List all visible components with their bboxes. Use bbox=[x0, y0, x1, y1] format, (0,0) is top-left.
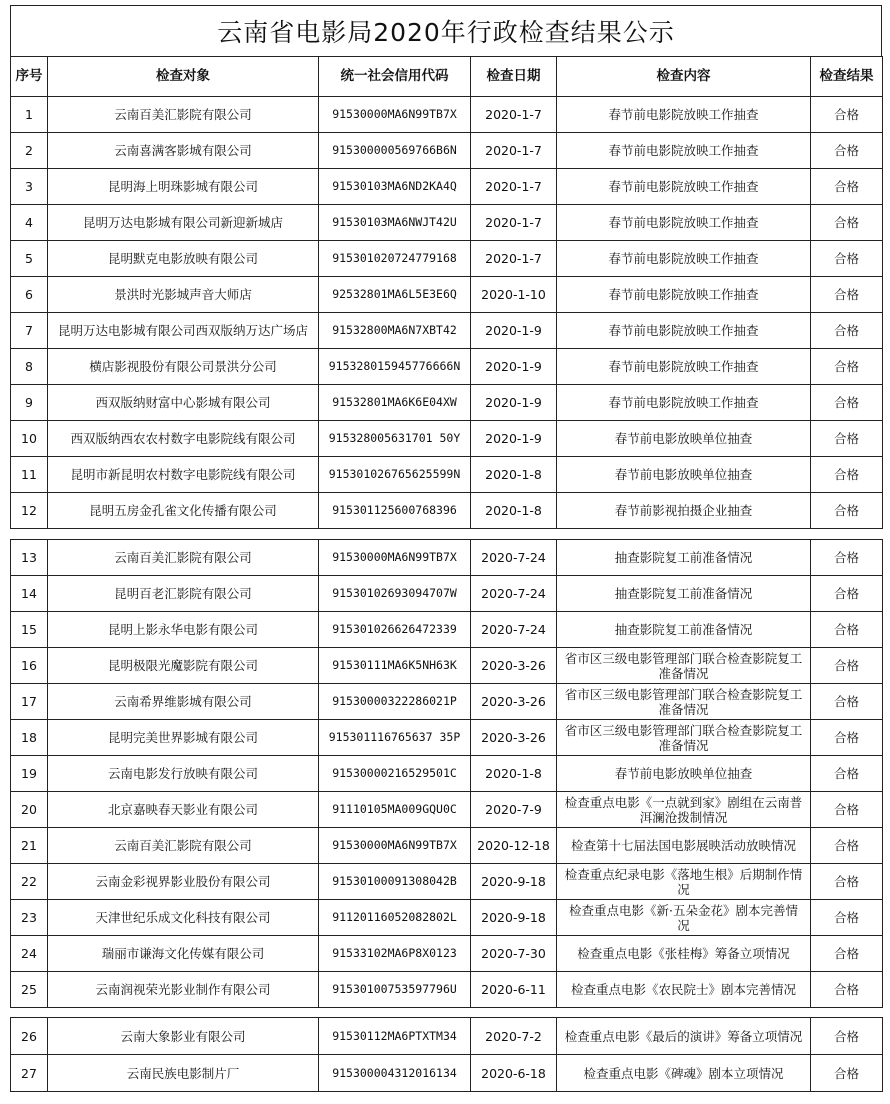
content-cell: 春节前电影院放映工作抽查 bbox=[557, 169, 811, 205]
table-row bbox=[11, 792, 883, 828]
result-cell: 合格 bbox=[811, 133, 883, 169]
table-row bbox=[11, 133, 883, 169]
date-cell: 2020-1-9 bbox=[471, 313, 557, 349]
subject-cell: 云南润视荣光影业制作有限公司 bbox=[48, 972, 319, 1008]
content-cell: 抽查影院复工前准备情况 bbox=[557, 576, 811, 612]
table-row bbox=[11, 864, 883, 900]
date-cell: 2020-1-8 bbox=[471, 457, 557, 493]
serial-cell: 27 bbox=[11, 1055, 48, 1092]
serial-cell: 24 bbox=[11, 936, 48, 972]
table-row bbox=[11, 756, 883, 792]
table-row bbox=[11, 241, 883, 277]
serial-cell: 9 bbox=[11, 385, 48, 421]
table-row bbox=[11, 1018, 883, 1055]
credit-code-cell: 915300000569766B6N bbox=[319, 133, 471, 169]
subject-cell: 横店影视股份有限公司景洪分公司 bbox=[48, 349, 319, 385]
date-cell: 2020-12-18 bbox=[471, 828, 557, 864]
content-cell: 省市区三级电影管理部门联合检查影院复工准备情况 bbox=[557, 720, 811, 756]
table-row bbox=[11, 972, 883, 1008]
table-row bbox=[11, 684, 883, 720]
content-cell: 检查重点电影《碑魂》剧本立项情况 bbox=[557, 1055, 811, 1092]
date-cell: 2020-1-9 bbox=[471, 385, 557, 421]
subject-cell: 天津世纪乐成文化科技有限公司 bbox=[48, 900, 319, 936]
content-cell: 检查重点电影《张桂梅》筹备立项情况 bbox=[557, 936, 811, 972]
content-cell: 春节前电影院放映工作抽查 bbox=[557, 277, 811, 313]
serial-cell: 25 bbox=[11, 972, 48, 1008]
content-cell: 抽查影院复工前准备情况 bbox=[557, 612, 811, 648]
credit-code-cell: 915328015945776666N bbox=[319, 349, 471, 385]
result-cell: 合格 bbox=[811, 457, 883, 493]
result-cell: 合格 bbox=[811, 684, 883, 720]
table-row bbox=[11, 828, 883, 864]
serial-cell: 6 bbox=[11, 277, 48, 313]
table-row bbox=[11, 493, 883, 529]
credit-code-cell: 91530111MA6K5NH63K bbox=[319, 648, 471, 684]
date-cell: 2020-1-8 bbox=[471, 493, 557, 529]
date-cell: 2020-7-2 bbox=[471, 1018, 557, 1055]
result-cell: 合格 bbox=[811, 349, 883, 385]
serial-cell: 13 bbox=[11, 540, 48, 576]
result-cell: 合格 bbox=[811, 828, 883, 864]
result-cell: 合格 bbox=[811, 972, 883, 1008]
serial-cell: 14 bbox=[11, 576, 48, 612]
table-row bbox=[11, 1055, 883, 1092]
subject-cell: 云南金彩视界影业股份有限公司 bbox=[48, 864, 319, 900]
result-cell: 合格 bbox=[811, 1055, 883, 1092]
date-cell: 2020-1-8 bbox=[471, 756, 557, 792]
subject-cell: 云南电影发行放映有限公司 bbox=[48, 756, 319, 792]
result-cell: 合格 bbox=[811, 493, 883, 529]
serial-cell: 23 bbox=[11, 900, 48, 936]
date-cell: 2020-7-30 bbox=[471, 936, 557, 972]
subject-cell: 景洪时光影城声音大师店 bbox=[48, 277, 319, 313]
credit-code-cell: 91530000MA6N99TB7X bbox=[319, 828, 471, 864]
credit-code-cell: 91530112MA6PTXTM34 bbox=[319, 1018, 471, 1055]
content-cell: 省市区三级电影管理部门联合检查影院复工准备情况 bbox=[557, 684, 811, 720]
content-cell: 检查第十七届法国电影展映活动放映情况 bbox=[557, 828, 811, 864]
subject-cell: 云南百美汇影院有限公司 bbox=[48, 540, 319, 576]
header-content: 检查内容 bbox=[557, 57, 811, 97]
inspection-table-part-2 bbox=[10, 539, 883, 1008]
date-cell: 2020-3-26 bbox=[471, 684, 557, 720]
subject-cell: 云南民族电影制片厂 bbox=[48, 1055, 319, 1092]
credit-code-cell: 915328005631701 50Y bbox=[319, 421, 471, 457]
credit-code-cell: 91532801MA6K6E04XW bbox=[319, 385, 471, 421]
result-cell: 合格 bbox=[811, 792, 883, 828]
result-cell: 合格 bbox=[811, 241, 883, 277]
table-row bbox=[11, 385, 883, 421]
date-cell: 2020-1-7 bbox=[471, 205, 557, 241]
subject-cell: 西双版纳西农农村数字电影院线有限公司 bbox=[48, 421, 319, 457]
credit-code-cell: 91110105MA009GQU0C bbox=[319, 792, 471, 828]
date-cell: 2020-6-11 bbox=[471, 972, 557, 1008]
table-row bbox=[11, 169, 883, 205]
subject-cell: 西双版纳财富中心影城有限公司 bbox=[48, 385, 319, 421]
credit-code-cell: 915301125600768396 bbox=[319, 493, 471, 529]
date-cell: 2020-7-9 bbox=[471, 792, 557, 828]
credit-code-cell: 91530000MA6N99TB7X bbox=[319, 97, 471, 133]
serial-cell: 22 bbox=[11, 864, 48, 900]
result-cell: 合格 bbox=[811, 277, 883, 313]
table-row bbox=[11, 421, 883, 457]
header-result: 检查结果 bbox=[811, 57, 883, 97]
serial-cell: 2 bbox=[11, 133, 48, 169]
header-serial: 序号 bbox=[11, 57, 48, 97]
subject-cell: 云南希界维影城有限公司 bbox=[48, 684, 319, 720]
table-header-row bbox=[11, 57, 883, 97]
subject-cell: 云南大象影业有限公司 bbox=[48, 1018, 319, 1055]
table-row bbox=[11, 648, 883, 684]
table-row bbox=[11, 277, 883, 313]
content-cell: 春节前电影院放映工作抽查 bbox=[557, 97, 811, 133]
table-row bbox=[11, 720, 883, 756]
content-cell: 春节前电影院放映工作抽查 bbox=[557, 385, 811, 421]
date-cell: 2020-1-7 bbox=[471, 133, 557, 169]
result-cell: 合格 bbox=[811, 900, 883, 936]
table-row bbox=[11, 576, 883, 612]
result-cell: 合格 bbox=[811, 720, 883, 756]
date-cell: 2020-1-10 bbox=[471, 277, 557, 313]
subject-cell: 昆明五房金孔雀文化传播有限公司 bbox=[48, 493, 319, 529]
header-credit-code: 统一社会信用代码 bbox=[319, 57, 471, 97]
date-cell: 2020-3-26 bbox=[471, 720, 557, 756]
serial-cell: 19 bbox=[11, 756, 48, 792]
result-cell: 合格 bbox=[811, 756, 883, 792]
date-cell: 2020-6-18 bbox=[471, 1055, 557, 1092]
serial-cell: 10 bbox=[11, 421, 48, 457]
date-cell: 2020-7-24 bbox=[471, 612, 557, 648]
date-cell: 2020-7-24 bbox=[471, 576, 557, 612]
credit-code-cell: 91532800MA6N7XBT42 bbox=[319, 313, 471, 349]
table-row bbox=[11, 900, 883, 936]
result-cell: 合格 bbox=[811, 169, 883, 205]
subject-cell: 昆明上影永华电影有限公司 bbox=[48, 612, 319, 648]
result-cell: 合格 bbox=[811, 540, 883, 576]
result-cell: 合格 bbox=[811, 97, 883, 133]
credit-code-cell: 915301020724779168 bbox=[319, 241, 471, 277]
credit-code-cell: 91530000216529501C bbox=[319, 756, 471, 792]
credit-code-cell: 915300004312016134 bbox=[319, 1055, 471, 1092]
subject-cell: 昆明百老汇影院有限公司 bbox=[48, 576, 319, 612]
serial-cell: 17 bbox=[11, 684, 48, 720]
subject-cell: 昆明市新昆明农村数字电影院线有限公司 bbox=[48, 457, 319, 493]
credit-code-cell: 91530103MA6ND2KA4Q bbox=[319, 169, 471, 205]
result-cell: 合格 bbox=[811, 205, 883, 241]
subject-cell: 昆明万达电影城有限公司西双版纳万达广场店 bbox=[48, 313, 319, 349]
result-cell: 合格 bbox=[811, 612, 883, 648]
credit-code-cell: 91530102693094707W bbox=[319, 576, 471, 612]
subject-cell: 云南百美汇影院有限公司 bbox=[48, 828, 319, 864]
content-cell: 检查重点电影《一点就到家》剧组在云南普洱澜沧拨制情况 bbox=[557, 792, 811, 828]
content-cell: 检查重点纪录电影《落地生根》后期制作情况 bbox=[557, 864, 811, 900]
serial-cell: 18 bbox=[11, 720, 48, 756]
credit-code-cell: 92532801MA6L5E3E6Q bbox=[319, 277, 471, 313]
serial-cell: 8 bbox=[11, 349, 48, 385]
credit-code-cell: 915301026626472339 bbox=[319, 612, 471, 648]
table-row bbox=[11, 97, 883, 133]
subject-cell: 瑞丽市谦海文化传媒有限公司 bbox=[48, 936, 319, 972]
subject-cell: 云南百美汇影院有限公司 bbox=[48, 97, 319, 133]
content-cell: 春节前电影院放映工作抽查 bbox=[557, 313, 811, 349]
subject-cell: 云南喜满客影城有限公司 bbox=[48, 133, 319, 169]
credit-code-cell: 91120116052082802L bbox=[319, 900, 471, 936]
content-cell: 春节前电影院放映工作抽查 bbox=[557, 241, 811, 277]
content-cell: 春节前电影放映单位抽查 bbox=[557, 457, 811, 493]
subject-cell: 昆明海上明珠影城有限公司 bbox=[48, 169, 319, 205]
serial-cell: 1 bbox=[11, 97, 48, 133]
date-cell: 2020-1-7 bbox=[471, 97, 557, 133]
credit-code-cell: 91530000322286021P bbox=[319, 684, 471, 720]
date-cell: 2020-7-24 bbox=[471, 540, 557, 576]
credit-code-cell: 91530100091308042B bbox=[319, 864, 471, 900]
result-cell: 合格 bbox=[811, 1018, 883, 1055]
content-cell: 抽查影院复工前准备情况 bbox=[557, 540, 811, 576]
result-cell: 合格 bbox=[811, 385, 883, 421]
subject-cell: 昆明默克电影放映有限公司 bbox=[48, 241, 319, 277]
content-cell: 春节前电影院放映工作抽查 bbox=[557, 349, 811, 385]
table-row bbox=[11, 936, 883, 972]
credit-code-cell: 915301116765637 35P bbox=[319, 720, 471, 756]
serial-cell: 11 bbox=[11, 457, 48, 493]
credit-code-cell: 91530103MA6NWJT42U bbox=[319, 205, 471, 241]
serial-cell: 3 bbox=[11, 169, 48, 205]
table-row bbox=[11, 540, 883, 576]
serial-cell: 5 bbox=[11, 241, 48, 277]
content-cell: 春节前电影放映单位抽查 bbox=[557, 421, 811, 457]
content-cell: 春节前影视拍摄企业抽查 bbox=[557, 493, 811, 529]
date-cell: 2020-9-18 bbox=[471, 864, 557, 900]
content-cell: 春节前电影院放映工作抽查 bbox=[557, 133, 811, 169]
inspection-table-part-3 bbox=[10, 1017, 883, 1092]
credit-code-cell: 915301026765625599N bbox=[319, 457, 471, 493]
serial-cell: 16 bbox=[11, 648, 48, 684]
result-cell: 合格 bbox=[811, 648, 883, 684]
serial-cell: 21 bbox=[11, 828, 48, 864]
content-cell: 检查重点电影《新·五朵金花》剧本完善情况 bbox=[557, 900, 811, 936]
credit-code-cell: 91530100753597796U bbox=[319, 972, 471, 1008]
serial-cell: 7 bbox=[11, 313, 48, 349]
table-row bbox=[11, 612, 883, 648]
serial-cell: 12 bbox=[11, 493, 48, 529]
serial-cell: 4 bbox=[11, 205, 48, 241]
subject-cell: 昆明完美世界影城有限公司 bbox=[48, 720, 319, 756]
serial-cell: 26 bbox=[11, 1018, 48, 1055]
date-cell: 2020-1-7 bbox=[471, 241, 557, 277]
content-cell: 检查重点电影《农民院士》剧本完善情况 bbox=[557, 972, 811, 1008]
subject-cell: 北京嘉映春天影业有限公司 bbox=[48, 792, 319, 828]
header-subject: 检查对象 bbox=[48, 57, 319, 97]
table-row bbox=[11, 205, 883, 241]
result-cell: 合格 bbox=[811, 576, 883, 612]
inspection-table-part-1 bbox=[10, 56, 883, 529]
credit-code-cell: 91530000MA6N99TB7X bbox=[319, 540, 471, 576]
page-title: 云南省电影局2020年行政检查结果公示 bbox=[10, 5, 882, 57]
subject-cell: 昆明极限光魔影院有限公司 bbox=[48, 648, 319, 684]
date-cell: 2020-9-18 bbox=[471, 900, 557, 936]
date-cell: 2020-1-9 bbox=[471, 349, 557, 385]
date-cell: 2020-1-7 bbox=[471, 169, 557, 205]
content-cell: 春节前电影放映单位抽查 bbox=[557, 756, 811, 792]
serial-cell: 20 bbox=[11, 792, 48, 828]
credit-code-cell: 91533102MA6P8X0123 bbox=[319, 936, 471, 972]
date-cell: 2020-1-9 bbox=[471, 421, 557, 457]
table-row bbox=[11, 313, 883, 349]
result-cell: 合格 bbox=[811, 864, 883, 900]
table-row bbox=[11, 349, 883, 385]
result-cell: 合格 bbox=[811, 313, 883, 349]
table-row bbox=[11, 457, 883, 493]
content-cell: 检查重点电影《最后的演讲》筹备立项情况 bbox=[557, 1018, 811, 1055]
result-cell: 合格 bbox=[811, 936, 883, 972]
serial-cell: 15 bbox=[11, 612, 48, 648]
result-cell: 合格 bbox=[811, 421, 883, 457]
content-cell: 春节前电影院放映工作抽查 bbox=[557, 205, 811, 241]
header-date: 检查日期 bbox=[471, 57, 557, 97]
content-cell: 省市区三级电影管理部门联合检查影院复工准备情况 bbox=[557, 648, 811, 684]
subject-cell: 昆明万达电影城有限公司新迎新城店 bbox=[48, 205, 319, 241]
date-cell: 2020-3-26 bbox=[471, 648, 557, 684]
